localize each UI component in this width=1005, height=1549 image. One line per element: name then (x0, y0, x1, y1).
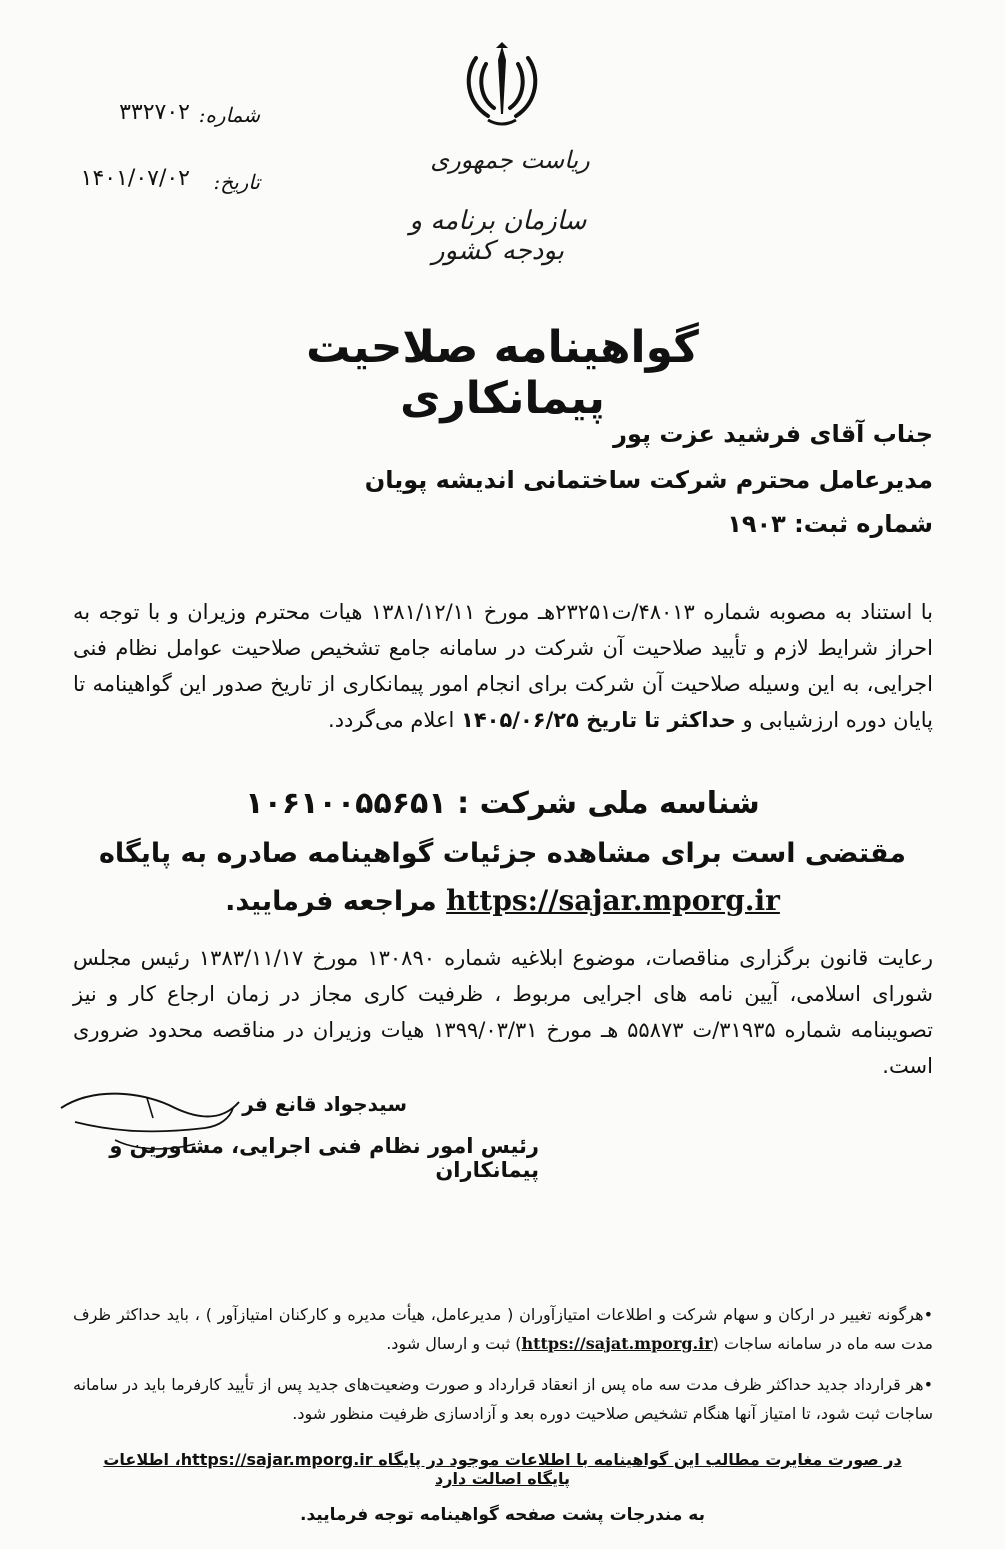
letter-date-label: تاریخ: (213, 170, 260, 194)
letter-number-value: ۳۳۲۷۰۲ (119, 100, 190, 125)
letter-number-label: شماره: (198, 103, 260, 127)
note-changes (73, 1300, 933, 1358)
org-line-presidency: ریاست جمهوری (430, 146, 590, 174)
recipient-position: مدیرعامل محترم شرکت ساختمانی اندیشه پویان (364, 466, 933, 494)
letter-date-value: ۱۴۰۱/۰۷/۰۲ (80, 166, 190, 191)
org-line-budget-organization: سازمان برنامه و بودجه کشور (409, 206, 587, 266)
note-changes-tail: ) ثبت و ارسال شود. (386, 1334, 522, 1353)
company-national-id: شناسه ملی شرکت : ۱۰۶۱۰۰۵۵۶۵۱ (245, 786, 760, 821)
announcement-text: اعلام می‌گردد. (328, 708, 455, 732)
portal-instruction: مقتضی است برای مشاهده جزئیات گواهینامه صادره به پایگاه (98, 838, 907, 869)
sajat-portal-link[interactable]: https://sajat.mporg.ir (521, 1334, 713, 1353)
refer-text: مراجعه فرمایید. (225, 886, 437, 917)
portal-reference (80, 884, 925, 917)
registration-number: شماره ثبت: ۱۹۰۳ (727, 510, 933, 538)
note-contracts: •هر قرارداد جدید حداکثر ظرف مدت سه ماه پس از انعقاد قرارداد و صورت وضعیت‌های جدید پس از تأیید کارفرما باید در سامانه ساجات ثبت شود، تا امتیاز آنها هنگام تشخیص صلاحیت دوره بعد و آزادسازی ظرفیت منظور شود. (73, 1375, 933, 1423)
back-page-note: به مندرجات پشت صفحه گواهینامه توجه فرمایید. (300, 1505, 705, 1525)
document-title: گواهینامه صلاحیت پیمانکاری (306, 322, 699, 424)
sajar-portal-link[interactable]: https://sajar.mporg.ir (446, 884, 780, 917)
validity-deadline: حداکثر تا تاریخ ۱۴۰۵/۰۶/۲۵ (461, 708, 736, 732)
signatory-position: رئیس امور نظام فنی اجرایی، مشاورین و پیمانکاران (109, 1134, 539, 1182)
tender-law-paragraph: رعایت قانون برگزاری مناقصات، موضوع ابلاغیه شماره ۱۳۰۸۹۰ مورخ ۱۳۸۳/۱۱/۱۷ رئیس مجلس شورای اسلامی، آیین نامه های اجرایی مربوط ، ظرفیت کاری مجاز در زمان ارجاع کار و نیز تصویبنامه شماره ۳۱۹۳۵/ت ۵۵۸۷۳ هـ مورخ ۱۳۹۹/۰۳/۳۱ هیات وزیران در مناقصه محدود ضروری است. (73, 946, 934, 1078)
approval-paragraph (73, 594, 933, 738)
validity-warning: در صورت مغایرت مطالب این گواهینامه با اطلاعات موجود در پایگاه https://sajar.mporg.ir، اطلاعات پایگاه اصالت دارد (103, 1450, 902, 1488)
approval-text: با استناد به مصوبه شماره ۴۸۰۱۳/ت۲۳۲۵۱هـ مورخ ۱۳۸۱/۱۲/۱۱ هیات محترم وزیران و با توجه به احراز شرایط لازم و تأیید صلاحیت آن شرکت در سامانه جامع تشخیص صلاحیت عوامل نظام فنی اجرایی، به این وسیله صلاحیت آن شرکت برای انجام امور پیمانکاری از تاریخ صدور این گواهینامه تا پایان دوره ارزشیابی و (73, 600, 933, 732)
signatory-name: سیدجواد قانع فر (242, 1092, 407, 1116)
iran-emblem-icon (462, 40, 542, 128)
recipient-name: جناب آقای فرشید عزت پور (613, 420, 933, 448)
note-changes-text: •هرگونه تغییر در ارکان و سهام شرکت و اطلاعات امتیازآوران ( مدیرعامل، هیأت مدیره و کارکنان امتیازآور ) ، باید حداکثر ظرف مدت سه ماه در سامانه ساجات ( (73, 1305, 933, 1353)
